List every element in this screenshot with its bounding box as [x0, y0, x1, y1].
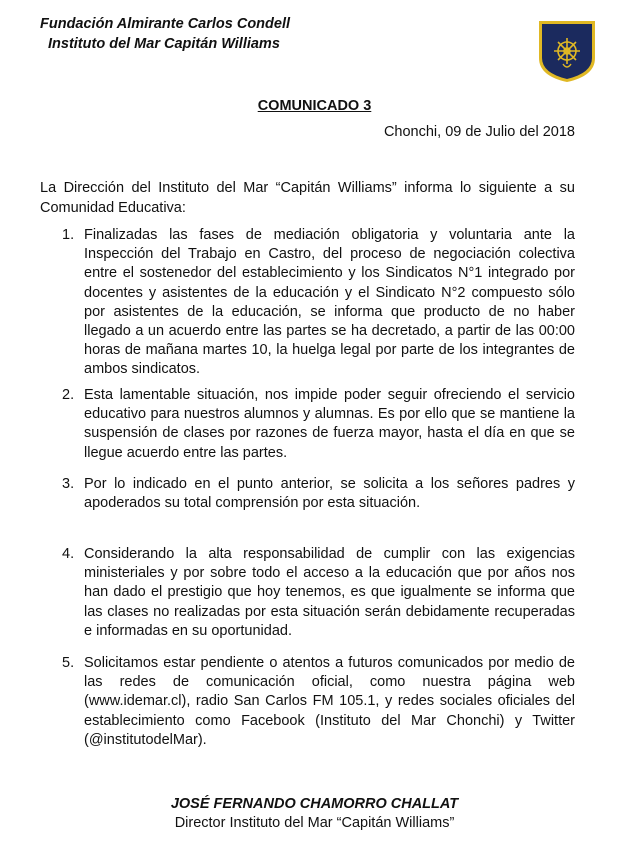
- document-title: COMUNICADO 3: [257, 98, 372, 114]
- list-item-number: 3.: [62, 476, 75, 492]
- list-item-text: Esta lamentable situación, nos impide poder seguir ofreciendo el servicio educativo para nuestros alumnos y alumnas. Es por ello que se mantiene la suspensión de clases por razones de fuerza mayor, hasta el día en que se llegue acuerdo entre las partes.: [84, 387, 575, 461]
- document-date: Chonchi, 09 de Julio del 2018: [383, 124, 575, 140]
- list-item-text: Solicitamos estar pendiente o atentos a futuros comunicados por medio de las redes de comunicación oficial, como nuestra página web (www.idemar.cl), radio San Carlos FM 105.1, y redes sociales oficiales del establecimiento como Facebook (Instituto del Mar Chonchi) y Twitter (@institutodelMar).: [84, 655, 575, 748]
- list-item-text: Finalizadas las fases de mediación obligatoria y voluntaria ante la Inspección del Trabajo en Castro, del proceso de negociación colectiva entre el sostenedor del establecimiento y los Sindicatos N°1 integrado por docentes y asistentes de la educación y el Sindicato N°2 compuesto sólo por asistentes de la educación, se informa que producto de no haber llegado a un acuerdo entre las partes se ha decretado, a partir de las 00:00 horas de mañana martes 10, la huelga legal por parte de los integrantes de ambos sindicatos.: [84, 227, 575, 378]
- list-item: [62, 226, 575, 380]
- list-item-number: 1.: [62, 227, 75, 243]
- intro-paragraph: La Dirección del Instituto del Mar “Capitán Williams” informa lo siguiente a su Comunidad Educativa:: [40, 180, 575, 216]
- list-item: [62, 545, 575, 641]
- signatory-role: Director Instituto del Mar “Capitán Williams”: [174, 815, 455, 831]
- list-item-number: 5.: [62, 655, 75, 671]
- list-item: [62, 654, 575, 750]
- list-item-text: Considerando la alta responsabilidad de cumplir con las exigencias ministeriales y por sobre todo el acceso a la educación que por años nos han dado el prestigio que hoy tenemos, es que igualmente se informa que las clases no realizadas por esta situación serán debidamente recuperadas e informadas en su oportunidad.: [84, 546, 575, 639]
- list-item-number: 2.: [62, 387, 75, 403]
- list-item-number: 4.: [62, 546, 75, 562]
- signatory-name: JOSÉ FERNANDO CHAMORRO CHALLAT: [170, 796, 459, 812]
- organization-header: [40, 14, 290, 54]
- list-item: [62, 386, 575, 463]
- institute-seal-logo: [536, 18, 598, 84]
- list-item-text: Por lo indicado en el punto anterior, se solicita a los señores padres y apoderados su total comprensión por esta situación.: [84, 476, 575, 512]
- foundation-name: Fundación Almirante Carlos Condell: [40, 16, 291, 32]
- institute-name: Instituto del Mar Capitán Williams: [48, 36, 280, 52]
- list-item: [62, 475, 575, 513]
